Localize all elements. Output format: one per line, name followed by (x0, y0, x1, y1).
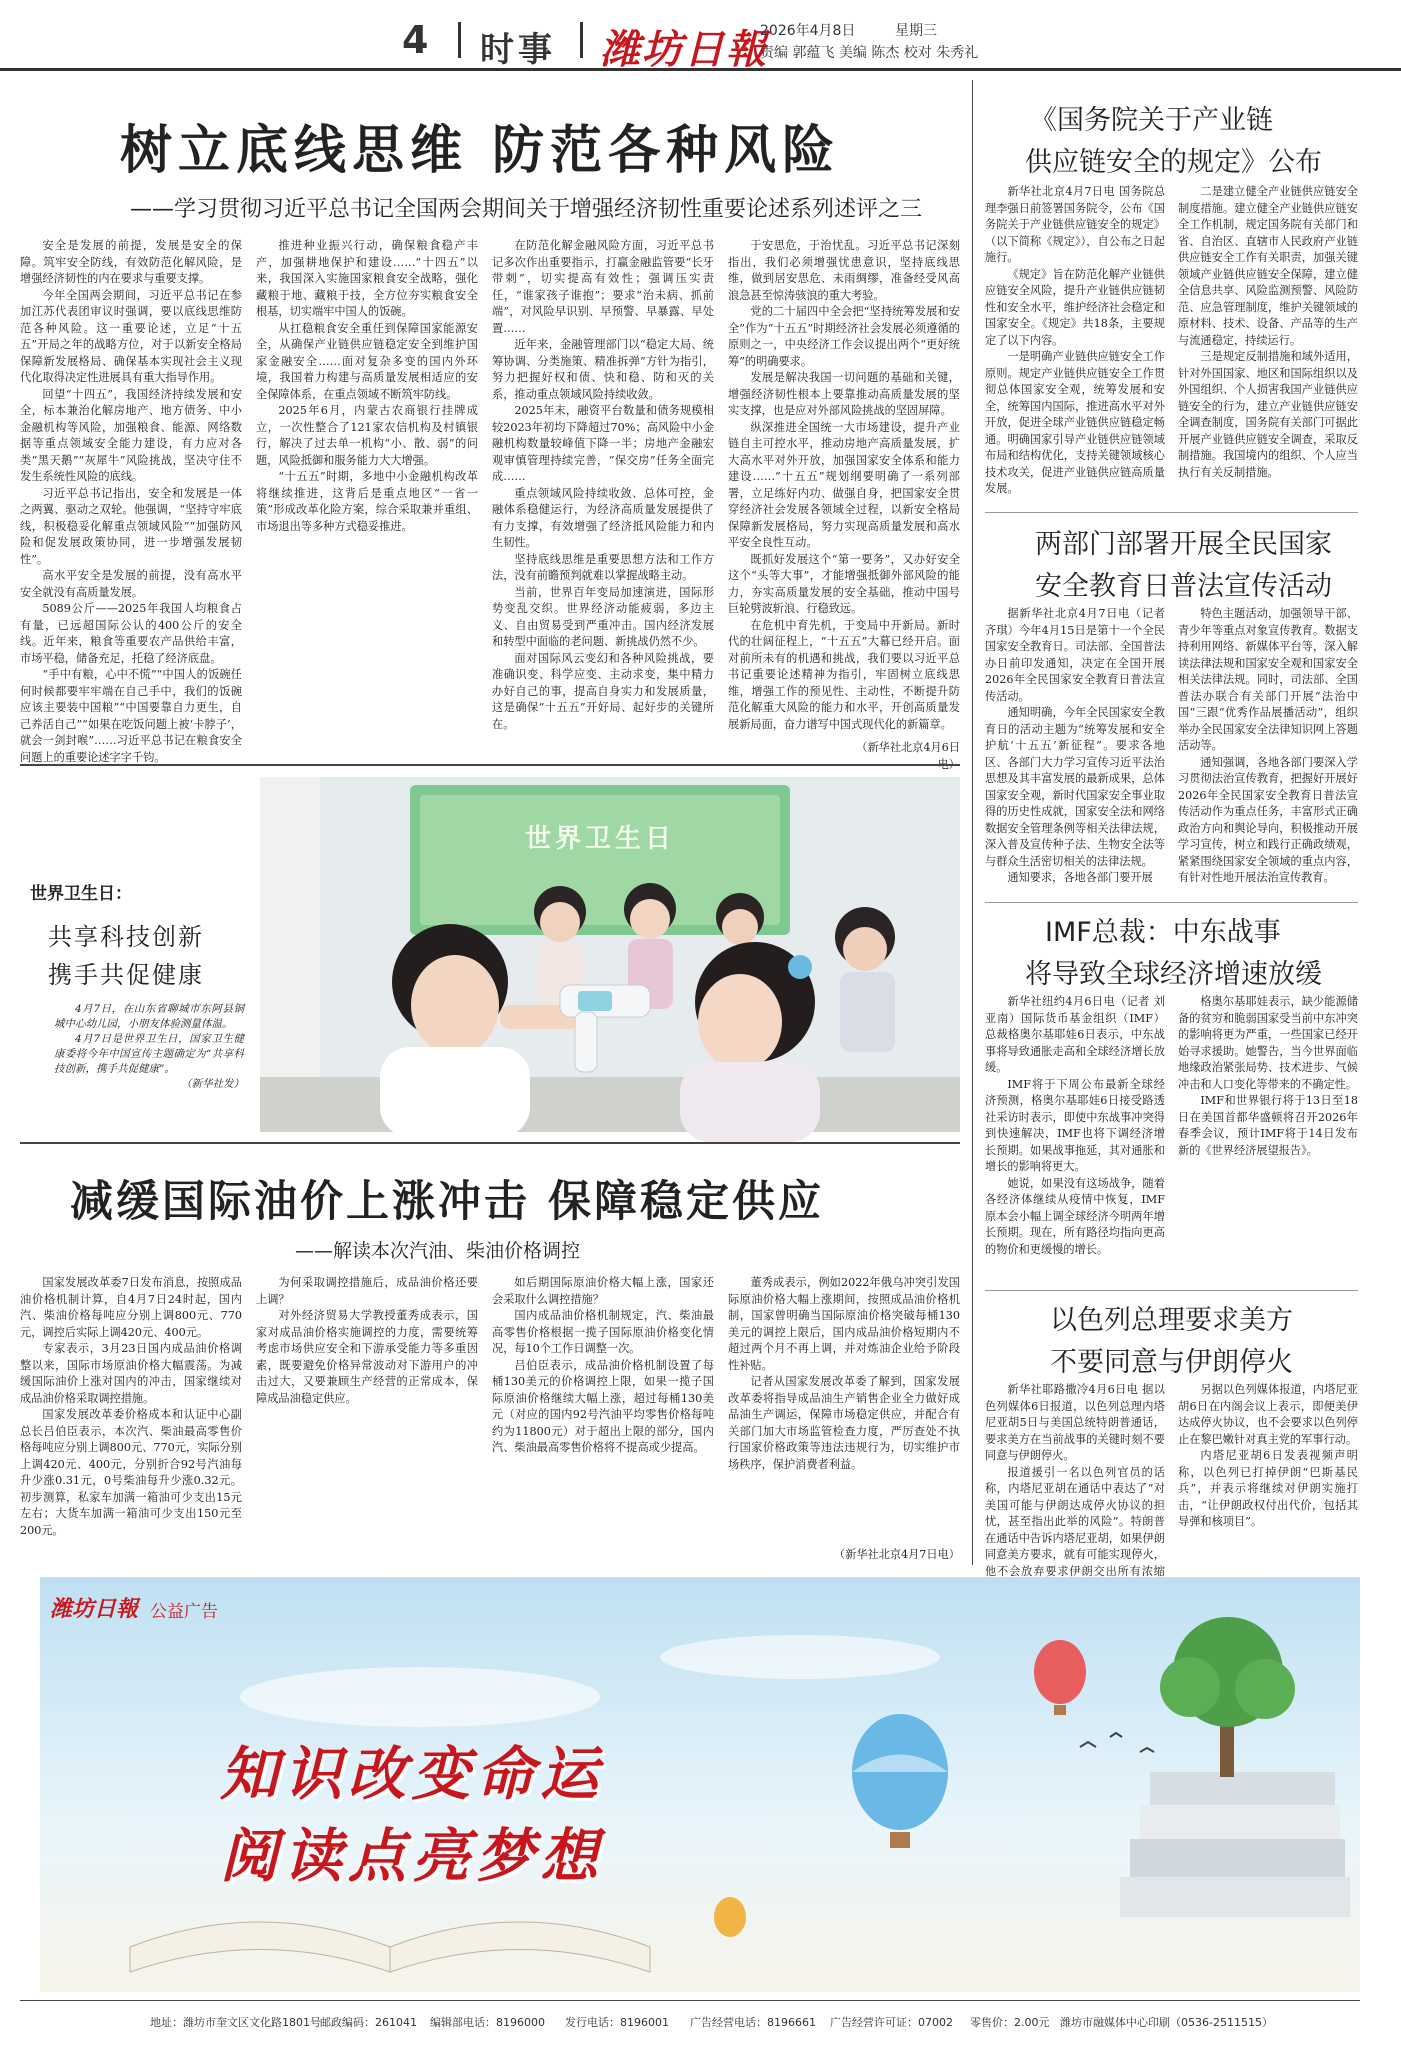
paragraph: 吕伯臣表示，成品油价格机制设置了每桶130美元的价格调控上限，如果一揽子国际原油价格继续大幅上涨，超过每桶130美元（对应的国内92号汽油平均零售价格每吨约为11800元）对于超出上限的部分，国内汽、柴油最高零售价格将不提高或少提高。 (492, 1358, 714, 1454)
paragraph: 国家发展改革委价格成本和认证中心副总长吕伯臣表示，本次汽、柴油最高零售价格每吨应分别上调800元、770元，实际分别上调420元、400元，分别折合92号汽油每升少涨0.31元，0号柴油每升少涨0.32元。初步测算，私家车加满一箱油可少支出15元左右；大货车加满一箱油可少支出150元至200元。 (20, 1408, 242, 1537)
article5-title-line2: 将导致全球经济增速放缓 (1025, 959, 1322, 990)
paragraph: 新华社纽约4月6日电（记者 刘亚南）国际货币基金组织（IMF）总裁格奥尔基耶娃6日表示，中东战事将导致通胀走高和全球经济增长放缓。 (985, 995, 1165, 1074)
masthead (0, 0, 1401, 71)
paragraph: 今年全国两会期间，习近平总书记在参加江苏代表团审议时强调，要以底线思维防范各种风险。这一重要论述，立足“十五五”开局之年的战略方位，对于以新安全格局保障新发展格局、确保基本实现社会主义现代化取得决定性进展具有重大指导作用。 (20, 288, 242, 384)
paragraph: 发展是解决我国一切问题的基础和关键，增强经济韧性根本上要靠推动高质量发展的坚实支撑，也是应对外部风险挑战的坚固屏障。 (728, 371, 960, 417)
editors-line: 责编 郭蕴飞 美编 陈杰 校对 朱秀礼 (760, 45, 979, 61)
section-divider (985, 512, 1358, 513)
article2-column (256, 1275, 478, 1565)
paragraph: 一是明确产业链供应链安全工作原则。规定产业链供应链安全工作贯彻总体国家安全观，统筹发展和安全，统筹国内国际，推进高水平对外开放，促进全球产业链供应链稳定畅通。明确国家引导产业链供应链领域布局和结构优化，支持关键领域核心技术攻关，促进产业链供应链高质量发展。 (985, 350, 1165, 495)
column-divider (972, 80, 973, 1565)
article5-column (1178, 994, 1358, 1284)
paragraph: 当前，世界百年变局加速演进，国际形势变乱交织。世界经济动能疲弱，多边主义、自由贸易受到严重冲击。国内经济发展和转型中面临的老问题、新挑战仍然不少。 (492, 585, 714, 648)
paragraph: 如后期国际原油价格大幅上涨，国家还会采取什么调控措施？ (492, 1276, 714, 1306)
footer-editorial-phone: 编辑部电话：8196000 (430, 2016, 545, 2029)
ad-slogan-line2: 阅读点亮梦想 (220, 1822, 605, 1890)
ad-label: 公益广告 (150, 1602, 218, 1622)
section-divider (985, 902, 1358, 903)
section-divider (20, 764, 960, 766)
article6-title-line2: 不要同意与伊朗停火 (1050, 1347, 1293, 1378)
paragraph: 记者从国家发展改革委了解到，国家发展改革委将指导成品油生产销售企业全力做好成品油生产调运，保障市场稳定供应，并配合有关部门加大市场监管检查力度，严厉查处不执行国家价格政策等违法违规行为，切实维护市场秩序，保护消费者利益。 (728, 1375, 960, 1471)
footer-rule (20, 2000, 1360, 2001)
page-number: 4 (402, 18, 429, 62)
paper-logo: 潍坊日報 (600, 26, 768, 73)
paragraph: 三是规定反制措施和域外适用，针对外国国家、地区和国际组织以及外国组织、个人损害我国产业链供应链安全的行为，建立产业链供应链安全调查制度，国务院有关部门可据此开展产业链供应链安全调查，采取反制措施。我国境内的组织、个人应当执行有关反制措施。 (1178, 350, 1358, 479)
article3-column (1178, 184, 1358, 514)
paragraph: 报道援引一名以色列官员的话称，内塔尼亚胡在通话中表达了“对美国可能与伊朗达成停火协议的担忧，甚至指出此举的风险”。特朗普在通话中告诉内塔尼亚胡，如果伊朗同意美方要求，就有可能实现停火，他不会放弃要求伊朗交出所有浓缩 (985, 1465, 1165, 1578)
photo-credit: （新华社发） (181, 1078, 244, 1090)
footer-address: 地址：潍坊市奎文区文化路1801号 (150, 2016, 321, 2029)
paragraph: 安全是发展的前提，发展是安全的保障。筑牢安全防线，有效防范化解风险，是增强经济韧性的内在要求与重要支撑。 (20, 239, 242, 285)
paragraph: 新华社北京4月7日电 国务院总理李强日前签署国务院令，公布《国务院关于产业链供应链安全的规定》（以下简称《规定》），自公布之日起施行。 (985, 185, 1165, 264)
paragraph: 回望“十四五”，我国经济持续发展和安全，标本兼治化解房地产、地方债务、中小金融机构等风险，加强粮食、能源、网络数据等重点领域安全能力建设，有力应对各类“黑天鹅”“灰犀牛”风险挑战，坚决守住不发生系统性风险的底线。 (20, 387, 242, 483)
paragraph: 推进种业振兴行动，确保粮食稳产丰产，加强耕地保护和建设……“十四五”以来，我国深入实施国家粮食安全战略，强化藏粮于地、藏粮于技，全方位夯实粮食安全根基，切实端牢中国人的饭碗。 (256, 239, 478, 318)
footer-ad-phone: 广告经营电话：8196661 (690, 2016, 816, 2029)
paragraph: 于安思危，于治忧乱。习近平总书记深刻指出，我们必须增强忧患意识，坚持底线思维，做到居安思危、未雨绸缪，准备经受风高浪急甚至惊涛骇浪的重大考验。 (728, 239, 960, 302)
article1-subtitle: ——学习贯彻习近平总书记全国两会期间关于增强经济韧性重要论述系列述评之三 (130, 197, 923, 222)
caption-line: 4月7日是世界卫生日，国家卫生健康委将今年中国宣传主题确定为“共享科技创新，携手共促健康”。 (54, 1033, 244, 1075)
paragraph: 据新华社北京4月7日电（记者 齐琪）今年4月15日是第十一个全民国家安全教育日。司法部、全国普法办日前印发通知，决定在全国开展2026年全民国家安全教育日普法宣传活动。 (985, 607, 1165, 703)
article2-source: （新华社北京4月7日电） (833, 1548, 960, 1561)
paragraph: 面对国际风云变幻和各种风险挑战，要准确识变、科学应变、主动求变，集中精力办好自己的事，提高自身实力和发展质量，这是确保“十五五”开好局、起好步的关键所在。 (492, 651, 714, 731)
banner-text: 世界卫生日 (524, 824, 676, 854)
paragraph: 2025年6月，内蒙古农商银行挂牌成立，一次性整合了121家农信机构及村镇银行，解决了过去单一机构“小、散、弱”的问题，风险抵御和服务能力大大增强。 (256, 404, 478, 467)
paragraph: 既抓好发展这个“第一要务”，又办好安全这个“头等大事”，才能增强抵御外部风险的能力，夯实高质量发展的安全基础，推动中国号巨轮劈波斩浪、行稳致远。 (728, 552, 960, 615)
paragraph: “手中有粮，心中不慌”“中国人的饭碗任何时候都要牢牢端在自己手中，我们的饭碗应该主要装中国粮”“中国要靠自力更生，自己养活自己”“如果在吃饭问题上被‘卡脖子’，就会一剑封喉”……习近平总书记在粮食安全问题上的重要论述字字千钧。 (20, 668, 242, 764)
article6-column (985, 1382, 1165, 1578)
article1-column (492, 238, 714, 760)
paragraph: 习近平总书记指出，安全和发展是一体之两翼、驱动之双轮。他强调，“坚持守牢底线，积极稳妥化解重点领域风险”“加强防风险和促发展政策协同，进一步增强发展韧性”。 (20, 486, 242, 566)
section-name: 时事 (480, 30, 556, 70)
footer-distribution-phone: 发行电话：8196001 (565, 2016, 669, 2029)
paragraph: 在防范化解金融风险方面，习近平总书记多次作出重要指示，打赢金融监管要“长牙带刺”，切实提高有效性；强调压实责任，“谁家孩子谁抱”；要求“治未病、抓前端”，对风险早识别、早预警、早暴露、早处置…… (492, 239, 714, 335)
article5-column (985, 994, 1165, 1284)
article2-column (728, 1275, 960, 1545)
ad-logo: 潍坊日報 (50, 1596, 139, 1622)
article6-column (1178, 1382, 1358, 1565)
photo-title-line2: 携手共促健康 (48, 961, 204, 989)
footer-postcode: 邮政编码：261041 (320, 2016, 417, 2029)
paragraph: 5089公斤——2025年我国人均粮食占有量，已远超国际公认的400公斤的安全线。近年来，粮食等重要农产品供给丰富，市场平稳，储备充足，托稳了经济底盘。 (20, 602, 242, 665)
issue-date: 2026年4月8日 (760, 23, 856, 39)
article4-column (985, 606, 1165, 896)
paragraph: IMF将于下周公布最新全球经济预测，格奥尔基耶娃6日接受路透社采访时表示，即使中东战事冲突得到快速解决，IMF也将下调经济增长预期。如果战事拖延，其对通胀和增长的影响将更大。 (985, 1077, 1165, 1173)
article4-title-line2: 安全教育日普法宣传活动 (1035, 571, 1332, 602)
article1-column (728, 238, 960, 738)
paragraph: 在危机中育先机，于变局中开新局。新时代的壮阔征程上，“十五五”大幕已经开启。面对前所未有的机遇和挑战，我们要以习近平总书记重要论述精神为指引，牢固树立底线思维，增强工作的预见性、主动性，不断提升防范化解重大风险的能力和水平，开创高质量发展新局面，奋力谱写中国式现代化的新篇章。 (728, 618, 960, 731)
paragraph: 内塔尼亚胡6日发表视频声明称，以色列已打掉伊朗“巴斯基民兵”，并表示将继续对伊朗实施打击，“让伊朗政权付出代价，包括其导弹和核项目”。 (1178, 1449, 1358, 1528)
article3-column (985, 184, 1165, 514)
paragraph: 对外经济贸易大学教授董秀成表示，国家对成品油价格实施调控的力度，需要统筹考虑市场供应安全和下游承受能力等多重因素，既要避免价格异常波动对下游用户的冲击过大，又要兼顾生产经营的正常成本，保障成品油稳定供应。 (256, 1309, 478, 1405)
photo-kicker: 世界卫生日： (30, 884, 132, 904)
article4-title-line1: 两部门部署开展全民国家 (1035, 529, 1332, 560)
article2-subtitle: ——解读本次汽油、柴油价格调控 (295, 1240, 581, 1262)
article4-column (1178, 606, 1358, 896)
photo-caption-box (20, 777, 250, 1132)
hot-air-balloon-icon (714, 1897, 746, 1937)
footer-retail-price: 零售价：2.00元 (970, 2016, 1050, 2029)
paragraph: 董秀成表示，例如2022年俄乌冲突引发国际原油价格大幅上涨期间，按照成品油价格机制，国家曾明确当国际原油价格突破每桶130美元的调控上限后，国内成品油价格短期内不超过两个月不再上调，并对炼油企业给予阶段性补贴。 (728, 1276, 960, 1372)
article2-column (20, 1275, 242, 1565)
article1-title: 树立底线思维 防范各种风险 (120, 120, 841, 181)
caption-line: 4月7日，在山东省聊城市东阿县铜城中心幼儿园，小朋友体验测量体温。 (54, 1003, 244, 1030)
photo-title-line1: 共享科技创新 (48, 923, 204, 951)
article1-column (20, 238, 242, 764)
paragraph: 另据以色列媒体报道，内塔尼亚胡6日在内阁会议上表示，即便美伊达成停火协议，也不会要求以色列停止在黎巴嫩针对真主党的军事行动。 (1178, 1383, 1358, 1446)
paragraph: 通知要求，各地各部门要开展 (1007, 871, 1153, 884)
article6-title-line1: 以色列总理要求美方 (1050, 1305, 1293, 1336)
paragraph: 近年来，金融管理部门以“稳定大局、统筹协调、分类施策、精准拆弹”方针为指引，努力把握好权和债、快和稳、防和灭的关系，推动重点领域风险持续收敛。 (492, 338, 714, 401)
paragraph: 2025年末，融资平台数量和债务规模相较2023年初均下降超过70%；高风险中小金融机构数量较峰值下降一半；房地产金融宏观审慎管理持续完善，“保交房”任务全面完成…… (492, 404, 714, 483)
paragraph: 格奥尔基耶娃表示，缺少能源储备的贫穷和脆弱国家受当前中东冲突的影响将更为严重，一些国家已经开始寻求援助。她警告，当今世界面临地缘政治紧张局势、技术进步、气候冲击和人口变化等带来的不确定性。 (1178, 995, 1358, 1091)
paragraph: IMF和世界银行将于13日至18日在美国首都华盛顿将召开2026年春季会议，预计IMF将于14日发布新的《世界经济展望报告》。 (1178, 1094, 1358, 1157)
footer-ad-license: 广告经营许可证：07002 (830, 2016, 953, 2029)
paragraph: 从扛稳粮食安全重任到保障国家能源安全，从确保产业链供应链稳定安全到维护国家金融安全……面对复杂多变的国内外环境，我国着力构建与高质量发展相适应的安全保障体系，在重点领域不断筑牢防线。 (256, 321, 478, 401)
paragraph: 通知明确，今年全民国家安全教育日的活动主题为“统筹发展和安全 护航‘十五五’新征程”。要求各地区、各部门大力学习宣传习近平法治思想及其丰富发展的最新成果，总体国家安全观，新时代国家安全事业取得的历史性成就，国家安全法和网络数据安全管理条例等相关法律法规，深入普及宣传种子法、生物安全法等与群众生活密切相关的法律法规。 (985, 706, 1165, 868)
paragraph: 国家发展改革委7日发布消息，按照成品油价格机制计算，自4月7日24时起，国内汽、柴油价格每吨应分别上调800元、770元，调控后实际上调420元、400元。 (20, 1276, 242, 1339)
article5-title-line1: IMF总裁：中东战事 (1045, 917, 1281, 948)
masthead-divider (580, 22, 583, 58)
section-divider (20, 1142, 960, 1144)
article3-title-line1: 《国务院关于产业链 (1030, 105, 1273, 136)
paragraph: 为何采取调控措施后，成品油价格还要上调？ (256, 1276, 478, 1306)
public-service-ad (40, 1577, 1360, 1992)
ad-slogan-line1: 知识改变命运 (220, 1740, 605, 1808)
paragraph: 重点领域风险持续收敛、总体可控，金融体系稳健运行，为经济高质量发展提供了有力支撑，有效增强了经济抵风险能力和内生韧性。 (492, 486, 714, 549)
paragraph: 高水平安全是发展的前提，没有高水平安全就没有高质量发展。 (20, 569, 242, 599)
paragraph: 通知强调，各地各部门要深入学习贯彻法治宣传教育，把握好开展好2026年全民国家安全教育日普法宣传活动作为重点任务，丰富形式正确政治方向和舆论导向，积极推动开展学习宣传，树立和践行正确政绩观，紧紧围绕国家安全领域的重点内容，有针对性地开展法治宣传教育。 (1178, 755, 1358, 884)
news-photo (260, 777, 960, 1132)
paragraph: 她说，如果没有这场战争，随着各经济体继续从疫情中恢复，IMF原本会小幅上调全球经济今明两年增长预期。现在，所有路径均指向更高的物价和更缓慢的增长。 (985, 1176, 1165, 1256)
paragraph: “十五五”时期，多地中小金融机构改革将继续推进，这背后是重点地区“一省一策”形成改革化险方案，综合采取兼并重组、市场退出等多种方式稳妥推进。 (256, 470, 478, 533)
footer (0, 2004, 1401, 2034)
paragraph: 坚持底线思维是重要思想方法和工作方法，没有前瞻预判就难以掌握战略主动。 (492, 552, 714, 582)
article2-column (492, 1275, 714, 1565)
paragraph: 专家表示，3月23日国内成品油价格调整以来，国际市场原油价格大幅震荡。为减缓国际油价上涨对国内的冲击，国家继续对成品油价格采取调控措施。 (20, 1342, 242, 1405)
article1-column (256, 238, 478, 760)
paragraph: 新华社耶路撒冷4月6日电 据以色列媒体6日报道，以色列总理内塔尼亚胡5日与美国总统特朗普通话，要求美方在当前战事的关键时刻不要同意与伊朗停火。 (985, 1383, 1165, 1462)
photo-caption (54, 1002, 244, 1122)
paragraph: 《规定》旨在防范化解产业链供应链安全风险，提升产业链供应链韧性和安全水平，维护经济社会稳定和国家安全。《规定》共18条，主要规定了以下内容。 (985, 267, 1165, 347)
footer-printer: 潍坊市融媒体中心印刷（0536-2511515） (1060, 2016, 1273, 2029)
paragraph: 国内成品油价格机制规定，汽、柴油最高零售价格根据一揽子国际原油价格变化情况，每10个工作日调整一次。 (492, 1309, 714, 1355)
issue-weekday: 星期三 (895, 23, 937, 39)
children-thermometer-illustration (260, 777, 960, 1132)
article1-source: （新华社北京4月6日 (856, 741, 960, 754)
section-divider (985, 1290, 1358, 1291)
paragraph: 特色主题活动，加强领导干部、青少年等重点对象宣传教育。数据支持利用网络、新媒体平台等，深入解读法律法规和国家安全观和国家安全相关法律法规。同时，司法部、全国普法办联合有关部门开展“法治中国”三跟“优秀作品展播活动”，组织举办全民国家安全法律知识网上答题活动等。 (1178, 607, 1358, 752)
paragraph: 党的二十届四中全会把“坚持统筹发展和安全”作为“十五五”时期经济社会发展必须遵循的原则之一，中央经济工作会议提出两个“更好统筹”的明确要求。 (728, 305, 960, 368)
masthead-divider (458, 22, 461, 58)
article2-title: 减缓国际油价上涨冲击 保障稳定供应 (70, 1177, 824, 1227)
paragraph: 二是建立健全产业链供应链安全制度措施。建立健全产业链供应链安全工作机制，规定国务院有关部门和省、自治区、直辖市人民政府产业链供应链安全工作有关职责，加强关键领域产业链供应链安全保障，建立健全信息共享、风险监测预警、风险防范、应急管理制度，维护关键领域的原材料、技术、设备、产品等的生产与流通稳定，持续运行。 (1178, 185, 1358, 347)
article3-title-line2: 供应链安全的规定》公布 (1025, 147, 1322, 178)
paragraph: 纵深推进全国统一大市场建设，提升产业链自主可控水平，推动房地产高质量发展，扩大高水平对外开放，加强国家安全体系和能力建设……“十五五”规划纲要明确了一系列部署，立足练好内功、做强自身，把国家安全贯穿经济社会发展各领域全过程，以新安全格局保障新发展格局，努力实现高质量发展和高水平安全良性互动。 (728, 420, 960, 549)
